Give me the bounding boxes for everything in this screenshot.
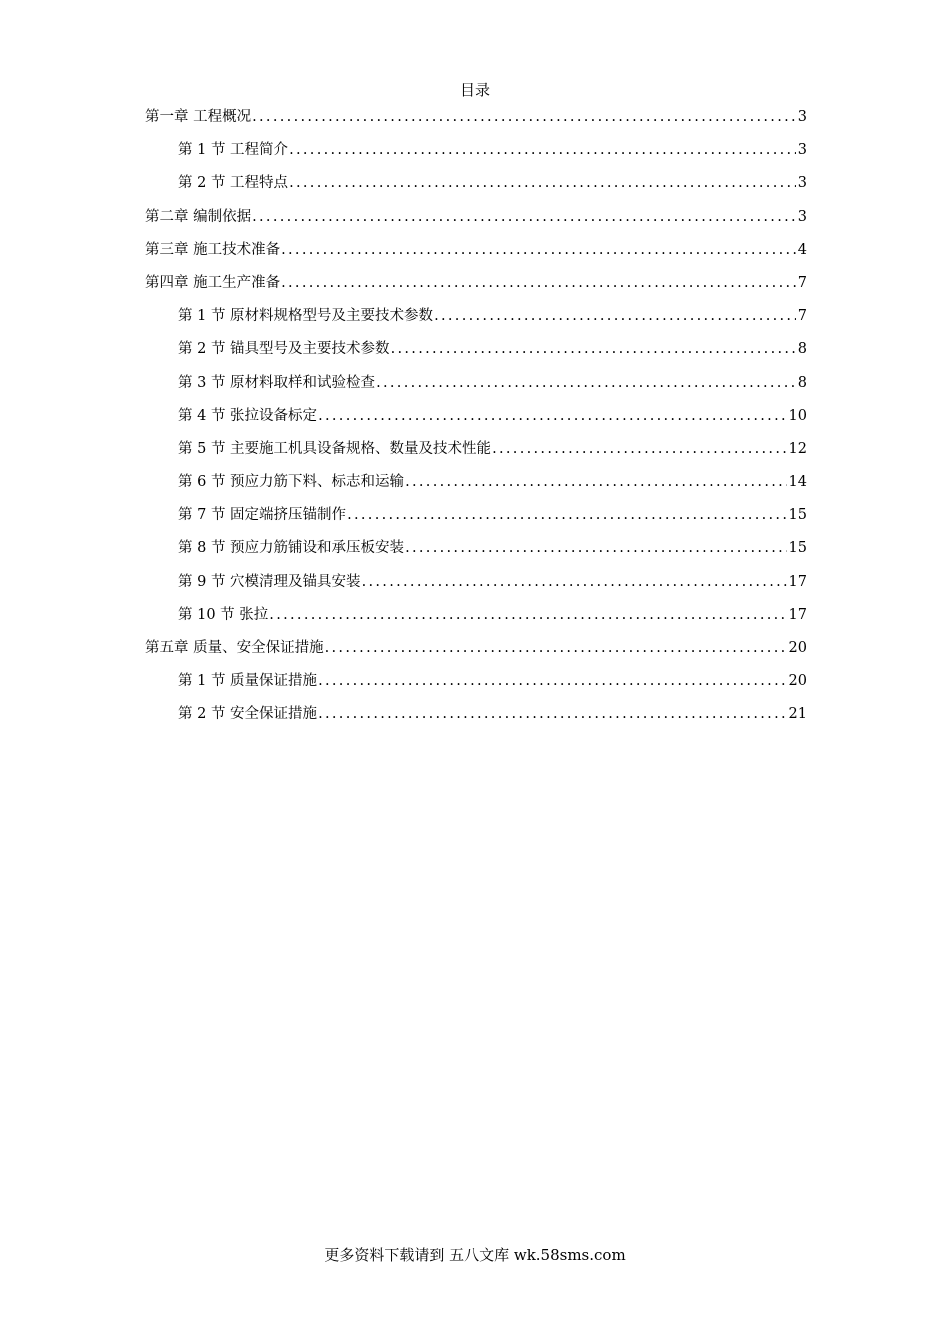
toc-entry-label: 第 9 节 穴模清理及锚具安装 [178,573,361,590]
toc-entry-section[interactable] [145,172,807,205]
toc-entry-page: 21 [788,706,807,723]
dot-leader [391,338,796,360]
dot-leader [318,703,786,725]
toc-entry-label: 第 1 节 原材料规格型号及主要技术参数 [178,308,434,325]
dot-leader [347,504,786,526]
toc-entry-section[interactable] [145,438,807,471]
toc-entry-section[interactable] [145,670,807,703]
toc-entry-page: 7 [797,274,807,291]
toc-entry-section[interactable] [145,338,807,371]
dot-leader [281,272,796,294]
toc-entry-label: 第 2 节 锚具型号及主要技术参数 [178,341,390,358]
toc-entry-label: 第 2 节 工程特点 [178,175,289,192]
toc-entry-section[interactable] [145,571,807,604]
toc-entry-label: 第 2 节 安全保证措施 [178,706,318,723]
toc-entry-page: 14 [788,474,807,491]
toc-entry-label: 第三章 施工技术准备 [145,241,281,258]
toc-entry-page: 3 [797,142,807,159]
toc-entry-chapter-4[interactable] [145,272,807,305]
toc-entry-section[interactable] [145,405,807,438]
toc-entry-section[interactable] [145,305,807,338]
dot-leader [492,438,786,460]
dot-leader [318,405,786,427]
toc-entry-chapter-5[interactable] [145,637,807,670]
toc-entry-page: 3 [797,175,807,192]
toc-entry-page: 20 [788,640,807,656]
toc-entry-label: 第 6 节 预应力筋下料、标志和运输 [178,474,405,491]
toc-entry-chapter-2[interactable] [145,206,807,239]
table-of-contents [145,106,807,737]
toc-entry-page: 17 [788,606,807,623]
toc-entry-page: 15 [788,507,807,524]
dot-leader [289,172,796,194]
toc-entry-page: 3 [797,109,807,125]
dot-leader [325,637,787,659]
dot-leader [434,305,796,327]
dot-leader [376,372,796,394]
toc-entry-page: 4 [797,241,807,258]
toc-entry-label: 第 4 节 张拉设备标定 [178,407,318,424]
dot-leader [252,106,796,128]
toc-entry-label: 第二章 编制依据 [145,208,252,225]
toc-title: 目录 [459,81,490,99]
toc-entry-page: 20 [788,673,807,690]
toc-entry-chapter-3[interactable] [145,239,807,272]
dot-leader [289,139,796,161]
footer-promo-text: 更多资料下载请到 五八文库 wk.58sms.com [324,1246,626,1264]
dot-leader [405,537,786,559]
toc-entry-label: 第 10 节 张拉 [178,606,269,623]
toc-entry-page: 7 [797,308,807,325]
toc-entry-page: 12 [788,440,807,457]
toc-entry-section[interactable] [145,504,807,537]
toc-entry-label: 第 7 节 固定端挤压锚制作 [178,507,347,524]
toc-entry-page: 10 [788,407,807,424]
toc-entry-label: 第四章 施工生产准备 [145,274,281,291]
toc-entry-section[interactable] [145,703,807,736]
toc-entry-chapter-1[interactable] [145,106,807,139]
toc-entry-page: 3 [797,208,807,225]
toc-entry-page: 8 [797,341,807,358]
toc-entry-page: 15 [788,540,807,557]
toc-entry-label: 第 1 节 质量保证措施 [178,673,318,690]
toc-entry-label: 第 5 节 主要施工机具设备规格、数量及技术性能 [178,440,492,457]
toc-entry-label: 第 8 节 预应力筋铺设和承压板安装 [178,540,405,557]
dot-leader [405,471,786,493]
toc-entry-page: 17 [788,573,807,590]
toc-entry-page: 8 [797,374,807,391]
dot-leader [318,670,786,692]
dot-leader [252,206,796,228]
toc-entry-section[interactable] [145,471,807,504]
toc-entry-label: 第 1 节 工程简介 [178,142,289,159]
toc-entry-label: 第一章 工程概况 [145,109,252,125]
toc-entry-section[interactable] [145,372,807,405]
toc-entry-section[interactable] [145,604,807,637]
dot-leader [281,239,796,261]
toc-entry-label: 第五章 质量、安全保证措施 [145,640,324,656]
dot-leader [269,604,786,626]
toc-entry-section[interactable] [145,139,807,172]
dot-leader [362,571,787,593]
toc-entry-section[interactable] [145,537,807,570]
toc-entry-label: 第 3 节 原材料取样和试验检查 [178,374,376,391]
